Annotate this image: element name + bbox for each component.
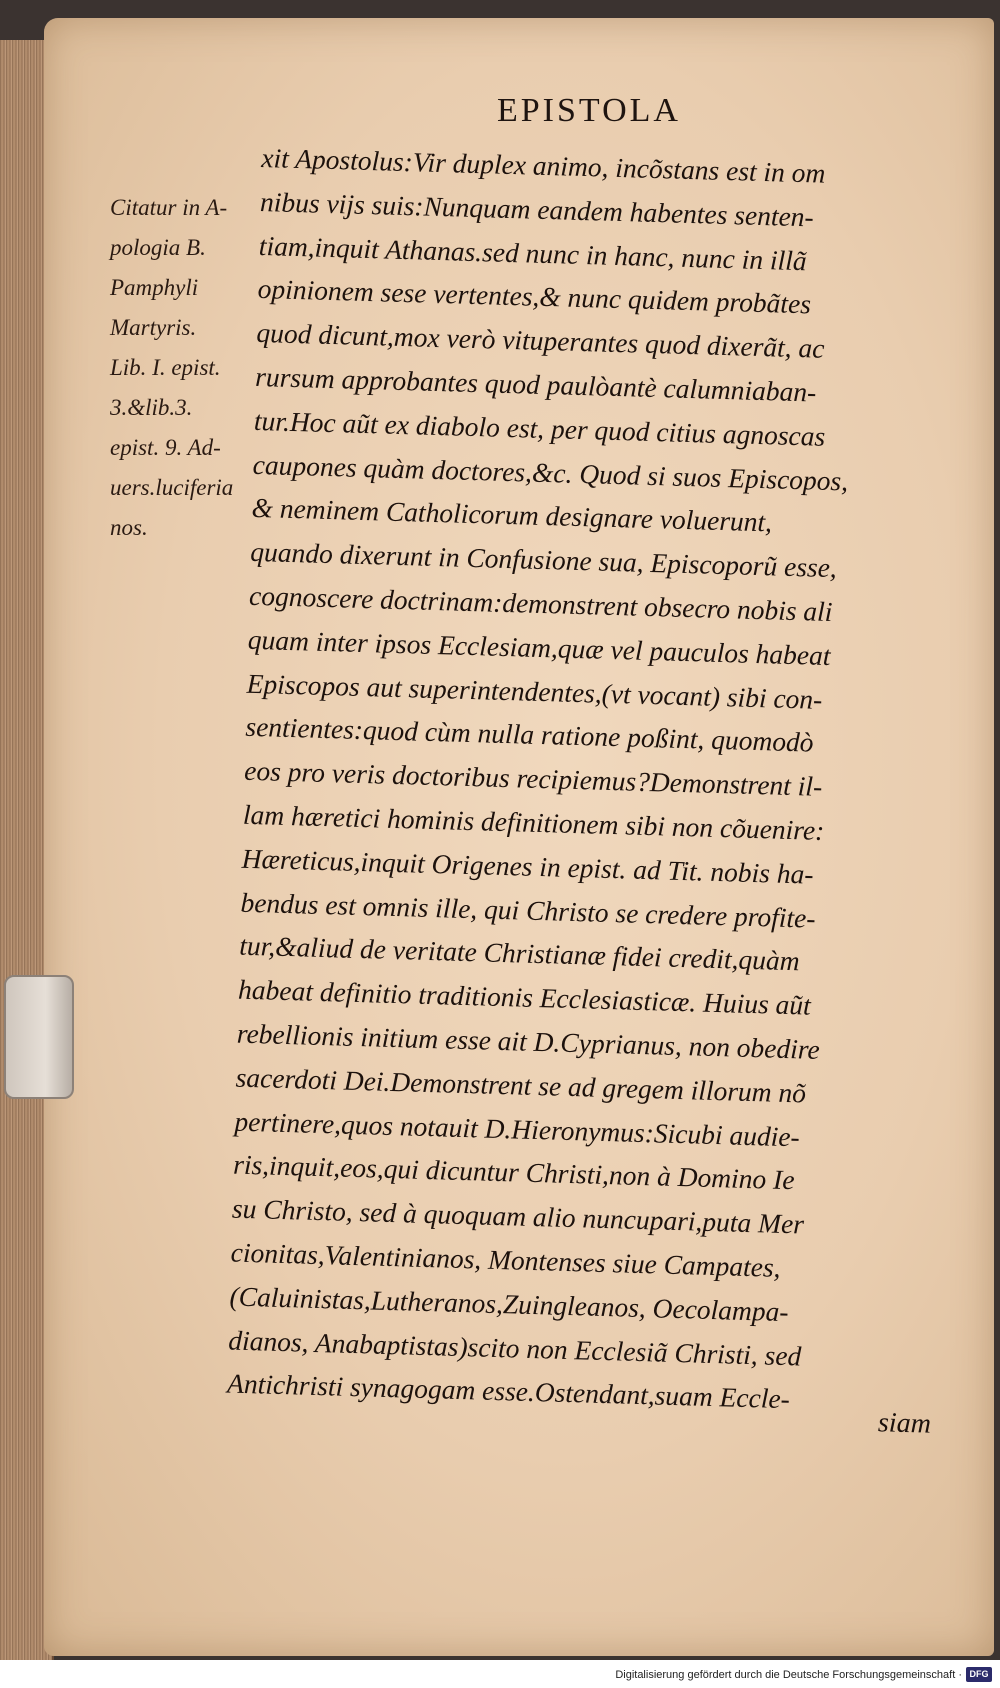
margin-note-line: Lib. I. epist. xyxy=(110,355,221,380)
text-line: quod dicunt,mox verò vituperantes quod dixerãt, ac xyxy=(256,317,825,364)
margin-note-line: 3.&lib.3. xyxy=(110,395,193,420)
book-clasp xyxy=(4,975,74,1099)
text-line: (Caluinistas,Lutheranos,Zuingleanos, Oecolampa- xyxy=(229,1280,789,1327)
text-line: dianos, Anabaptistas)scito non Ecclesiã Christi, sed xyxy=(227,1324,802,1372)
margin-note xyxy=(110,188,270,548)
text-line: tiam,inquit Athanas.sed nunc in hanc, nunc in illã xyxy=(258,229,808,276)
text-line: ris,inquit,eos,qui dicuntur Christi,non à Domino Ie xyxy=(232,1148,795,1196)
text-line: caupones quàm doctores,&c. Quod si suos Episcopos, xyxy=(252,448,849,497)
running-head: EPISTOLA xyxy=(497,92,681,129)
text-line: nibus vijs suis:Nunquam eandem habentes senten- xyxy=(259,185,815,233)
text-line: opinionem sese vertentes,& nunc quidem probãtes xyxy=(257,273,812,320)
text-line: rursum approbantes quod paulòantè calumniaban- xyxy=(254,360,817,408)
text-line: quam inter ipsos Ecclesiam,quæ vel pauculos habeat xyxy=(247,623,831,671)
text-line: lam hæretici hominis definitionem sibi non cõuenire: xyxy=(242,798,825,846)
text-line: tur.Hoc aũt ex diabolo est, per quod citius agnoscas xyxy=(253,404,826,452)
text-line: su Christo, sed à quoquam alio nuncupari,puta Mer xyxy=(231,1192,805,1240)
margin-note-line: uers.luciferia xyxy=(110,475,234,500)
catchword: siam xyxy=(877,1407,932,1440)
text-line: quando dixerunt in Confusione sua, Episcoporũ esse, xyxy=(249,536,838,584)
text-line: cionitas,Valentinianos, Montenses siue Campates, xyxy=(230,1236,782,1283)
margin-note-line: nos. xyxy=(110,515,148,540)
dfg-logo-icon: DFG xyxy=(966,1667,992,1682)
text-line: sacerdoti Dei.Demonstrent se ad gregem illorum nõ xyxy=(235,1061,807,1109)
text-line: Antichristi synagogam esse.Ostendant,suam Eccle- xyxy=(226,1367,791,1415)
text-line: habeat definitio traditionis Ecclesiasticæ. Huius aũt xyxy=(237,973,812,1021)
text-line: rebellionis initium esse ait D.Cyprianus, non obedire xyxy=(236,1017,821,1065)
text-line: eos pro veris doctoribus recipiemus?Demonstrent il- xyxy=(243,754,823,803)
margin-note-line: pologia B. xyxy=(110,235,206,260)
text-line: sentientes:quod cùm nulla ratione poßint, quomodò xyxy=(245,711,814,758)
text-line: & neminem Catholicorum designare voluerunt, xyxy=(251,492,773,538)
margin-note-line: Martyris. xyxy=(110,315,197,340)
text-line: xit Apostolus:Vir duplex animo, incõstans est in om xyxy=(260,141,826,189)
text-line: Episcopos aut superintendentes,(vt vocant) sibi con- xyxy=(246,667,823,715)
text-line: bendus est omnis ille, qui Christo se credere profite- xyxy=(240,886,816,934)
text-line: tur,&aliud de veritate Christianæ fidei credit,quàm xyxy=(238,930,801,977)
text-line: cognoscere doctrinam:demonstrent obsecro nobis ali xyxy=(248,579,833,628)
margin-note-line: Pamphyli xyxy=(110,275,199,300)
margin-note-line: Citatur in A- xyxy=(110,195,228,220)
digitization-credit: Digitalisierung gefördert durch die Deutsche Forschungsgemeinschaft · xyxy=(615,1669,962,1681)
text-line: pertinere,quos notauit D.Hieronymus:Sicubi audie- xyxy=(234,1105,801,1152)
text-line: Hæreticus,inquit Origenes in epist. ad Tit. nobis ha- xyxy=(241,842,814,890)
margin-note-line: epist. 9. Ad- xyxy=(110,435,221,460)
body-text xyxy=(227,136,952,1425)
